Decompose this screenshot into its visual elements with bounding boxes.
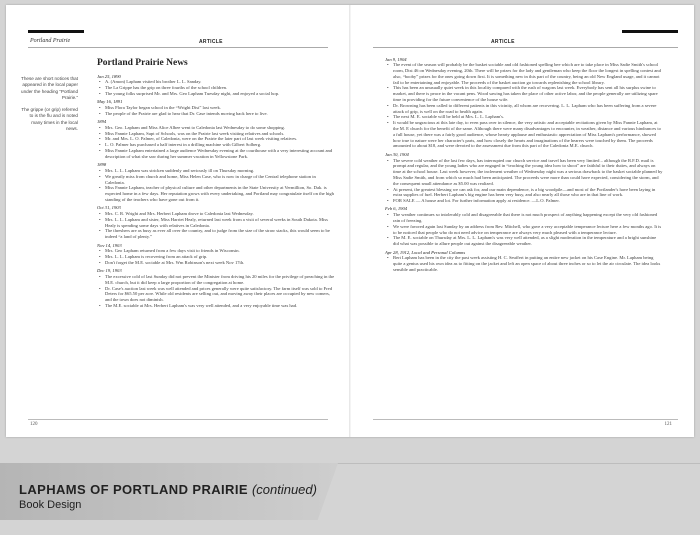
entry-list	[97, 79, 335, 96]
running-title-bar	[28, 30, 84, 33]
sidenote: The grippe (or grip) referred to is the flu and is noted many times in the local news.	[21, 107, 78, 132]
entry-list	[385, 212, 663, 247]
header-bar	[622, 30, 678, 33]
news-item: • Mrs. Geo. Lapham and Miss Alice Albee went to Caledonia last Wednesday to do some shopping.	[105, 125, 335, 131]
entry-date: May 16, 1891	[97, 99, 123, 105]
section-label: ARTICLE	[491, 39, 515, 45]
entry-list	[97, 248, 335, 265]
sidenotes	[20, 76, 78, 138]
entry-list	[385, 62, 663, 149]
news-item: • Mrs. L. L. Lapham was stricken suddenly and seriously ill on Thursday morning.	[105, 168, 335, 174]
news-item: • FOR SALE — A house and lot. For further information apply at residence. —L.O. Palmer.	[393, 198, 663, 204]
entry-date: Apr 28, 1912, Local and Personal Columns	[385, 249, 466, 255]
page-number-right: 121	[664, 422, 672, 427]
right-column	[385, 54, 663, 273]
page-number-left: 120	[30, 422, 38, 427]
entry-date: Nov 14, 1903	[97, 242, 122, 248]
news-item: • L. O. Palmer has purchased a half interest in a drilling machine with Gilbert Solberg.	[105, 142, 335, 148]
news-item: • Mrs. C. R. Wright and Mrs. Herbert Lapham drove to Caledonia last Wednesday.	[105, 211, 335, 217]
news-item: • Miss Fannie Lapham, Supt of Schools, was on the Prairie last week visiting relatives and schools.	[105, 131, 335, 137]
news-item: • Bert Lapham has been in the city the past week assisting H. C. Seuffert in putting an entire new jacket on his Case Engine. Mr. Lapham being quite a genius used his own idea as to fitting on the jacket and left an open space of about three inches or so to let the air circulate. The idea looks sensible and practicable.	[393, 255, 663, 272]
right-page	[351, 5, 694, 437]
news-item: • The people of the Prairie are glad to hear that Dr. Case intends moving back here to live.	[105, 111, 335, 117]
news-item: • We were favored again last Sunday by an address from Rev. Mitchell, who gave a very acceptable temperance lecture here a few months ago. It is to be noticed that people who do not need advice on temperance are always very much pleased with a temperance lecture.	[393, 224, 663, 236]
entry-date: Jan 30, 1904	[385, 151, 409, 157]
caption-band	[0, 463, 700, 520]
news-item: • The M.E. sociable at Mrs. Herbert Lapham's was very well attended, and a very enjoyable time was had.	[105, 303, 335, 309]
left-column	[97, 71, 335, 309]
caption-subtitle: Book Design	[19, 499, 82, 511]
entry-date: Oct 31, 1903	[97, 205, 121, 211]
sidenote: These are short notices that appeared in the local paper under the heading “Portland Prairie.”	[21, 76, 78, 100]
news-item: • Dr. Case's auction last week was well attended and prices generally were quite satisfactory. The farm itself was sold to Fred Deters for $65.50 per acre. While old residents are selling out, and moving away their places are occupied by new comers, and the town does not diminish.	[105, 286, 335, 303]
news-item: • A. (Amon) Lapham visited his brother L. L. Sanday.	[105, 79, 335, 85]
footer-rule	[28, 419, 328, 420]
section-label: ARTICLE	[199, 39, 223, 45]
entry-date: Dec 19, 1903	[97, 268, 122, 274]
news-item: • We greatly miss from church and home, Miss Helen Case, who is now in charge of the Central telephone station in Caledonia.	[105, 174, 335, 186]
entry-date: 1894	[97, 119, 107, 125]
caption-continued: (continued)	[251, 482, 317, 497]
entry-list	[97, 211, 335, 240]
news-item: • Miss Fannie Lapham entertained a large audience Wednesday evening at the courthouse with a very interesting account and description of what she saw during her summer vacation in Yellowstone Park.	[105, 148, 335, 160]
news-item: • The weather continues so intolerably cold and disagreeable that there is not much prospect of anything happening except the very old fashioned rain of freezing.	[393, 212, 663, 224]
header-rule	[28, 47, 328, 48]
entry-list	[385, 158, 663, 204]
news-item: • This has been an unusually quiet week in this locality compared with the rush of wagons last week. Everybody has sent all his surplus swine to market, and there is peace in the vacant pens. Wood sawing has taken the place of other active labor, and the people generally are utilizing spare time in providing for the future convenience of the house wife.	[393, 85, 663, 102]
left-page	[6, 5, 349, 437]
news-item: • Mrs. L. L. Lapham is recovering from an attack of grip.	[105, 254, 335, 260]
news-item: • At present, the greatest blessing we can ask for, and our main dependence, is a big woodpile—and most of the Portlander's have been laying in extra supplies of fuel. Herbert Lapham's big engine has been very busy, and also nearly all those who are in that line of work.	[393, 187, 663, 199]
news-item: • The severe cold weather of the last few days, has interrupted our church service and travel has been very limited – although the R.F.D. mail is prompt and regular, and the young ladies who are engaged in “teaching the young idea how to shoot” are faithful to their duties, and always on time at the school house. Last week however, the inclement weather of Wednesday night was a serious drawback to the basket sociable planned by Miss Sadie Smith, and from which so much had been anticipated. The proceeds were more than could have expected, considering the storm, and the consequent small attendance as $5.00 was realized.	[393, 158, 663, 187]
news-item: • Mrs. L. L. Lapham and sister, Miss Harriet Healy, returned last week from a visit of several weeks in South Dakota. Miss Healy is spending some days with relatives in Caledonia.	[105, 217, 335, 229]
entry-list	[97, 105, 335, 117]
book-spread	[6, 5, 694, 437]
entry-date: Feb 6, 1904	[385, 206, 408, 212]
running-title: Portland Prairie	[30, 38, 71, 44]
news-item: • The excessive cold of last Sunday did not prevent the Minister from driving his 20 miles for the privilege of preaching in the M.E. church, but it did keep a large proportion of the congregation at home.	[105, 274, 335, 286]
news-item: • Don't forget the M.E. sociable at Mrs. Wm Robinson's next week Nov 17th.	[105, 260, 335, 266]
entry-list	[97, 125, 335, 160]
footer-rule	[373, 419, 678, 420]
entry-date: Jan 25, 1890	[97, 73, 121, 79]
news-item: • The young folks surprised Mr. and Mrs. Geo Lapham Tuesday night, and enjoyed a social hop.	[105, 91, 335, 97]
entry-list	[97, 274, 335, 309]
news-item: • It would be ungracious at this late day, to even pass over in silence, the very artistic and acceptable recitations given by Miss Fannie Lapham, at the M. E church for the benefit of the same. Although there were many disadvantages to encounter, in weather, distance and various hindrances to a full house, yet there was a fairly good audience, whose hearty applause and enthusiastic appreciation of Miss Lapham's performance, showed how true to nature were her character's parts, and how closely the hearts and imaginations of the hearers were touched by them. The proceeds amounted to about $18, and were devoted to the assessment due from this part of the Caledonia M.E. church.	[393, 120, 663, 149]
entry-list	[97, 168, 335, 203]
news-item: • The M. E. sociable on Thursday at Mrs. L. L. Lapham's was very well attended, as a slight moderation in the temperature and a bright sunshine did what was possible to allure people out against the disagreeable weather.	[393, 235, 663, 247]
entry-list	[385, 255, 663, 272]
caption-title	[19, 482, 317, 497]
news-item: • The event of the season will probably be the basket sociable and old fashioned spelling bee which are to take place in Miss Sadie Smith's school room, Dist 46 on Wednesday evening, 20th. There will be prizes for the lady and gentleman who keep the floor the longest in spelling contest and also, “booby” prizes for the ones going down first. It is something new in this part of the country, being an old New England usage, and it cannot fail to be entertaining and enjoyable. The proceeds of the basket auction go towards replenishing the school library.	[393, 62, 663, 85]
news-item: • Dr. Browning has been called to different patients in this vicinity, all whom are recovering. L. L. Lapham who has been suffering from a severe attack of grip, is well on the road to health again.	[393, 103, 663, 115]
article-title: Portland Prairie News	[97, 58, 188, 68]
caption-title-text: LAPHAMS OF PORTLAND PRAIRIE	[19, 482, 248, 497]
news-item: • Miss Fannie Lapham, teacher of physical culture and other departments in the State University at Vermillion, So. Dak. is expected home in a few days. Her reputation grows with every undertaking, and Portland may congratulate itself on the high standing of the teachers who have gone out from it.	[105, 185, 335, 202]
entry-date: 1898	[97, 162, 107, 168]
news-item: • Mrs. Geo Lapham returned from a few days visit to friends in Wisconsin.	[105, 248, 335, 254]
header-rule	[373, 47, 678, 48]
news-item: • The next M. E. sociable will be held at Mrs. L. L. Lapham's.	[393, 114, 663, 120]
news-item: • The La Grippe has the grip on three fourths of the school children.	[105, 85, 335, 91]
entry-date: Jan 9, 1904	[385, 56, 407, 62]
news-item: • Mr. and Mrs. L. O. Palmer, of Caledonia, were on the Prairie the later part of last week visiting relatives.	[105, 136, 335, 142]
news-item: • The threshers are as busy as ever all over the country, and to judge from the size of the straw stacks, this would seem to be indeed “a land of plenty.”	[105, 228, 335, 240]
news-item: • Miss Flora Taylor began school in the “Wright Dist” last week.	[105, 105, 335, 111]
